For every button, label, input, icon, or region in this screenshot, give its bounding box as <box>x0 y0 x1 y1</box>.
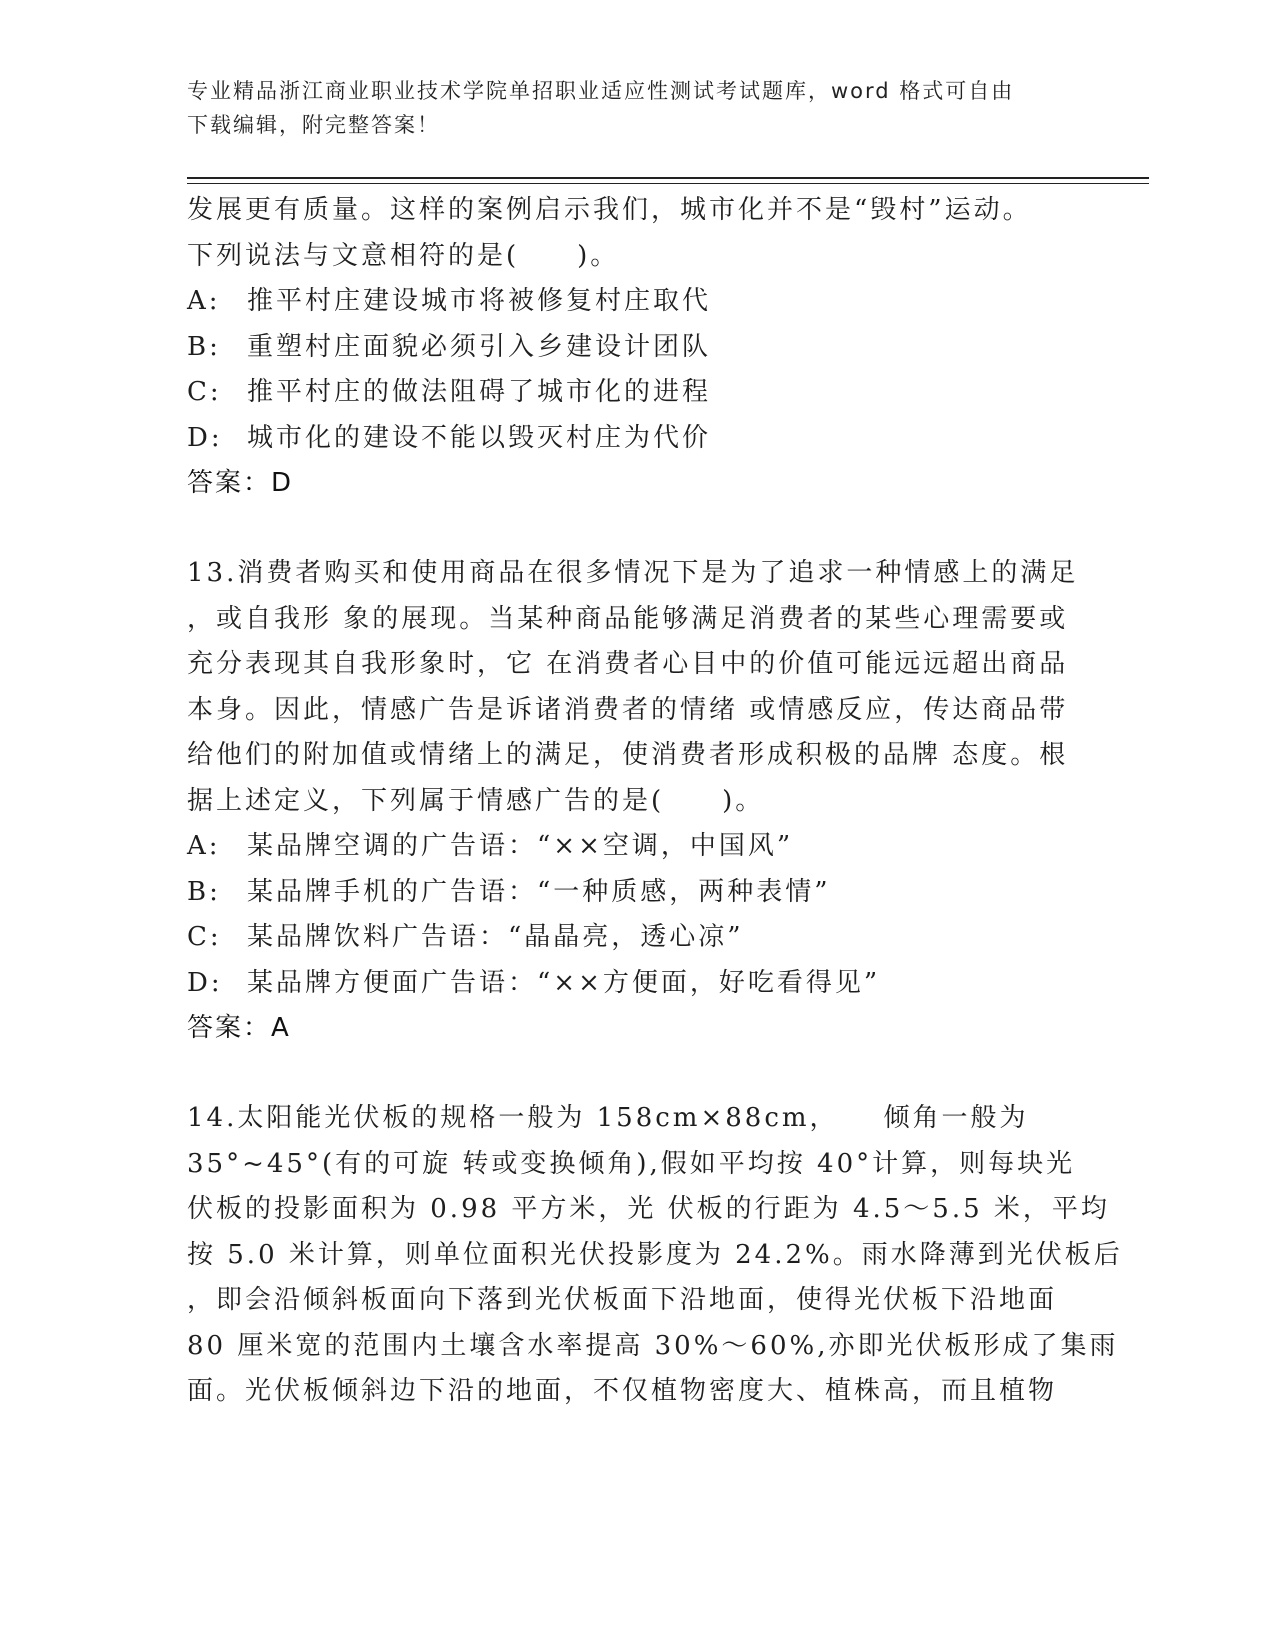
question-text-line: 充分表现其自我形象时，它 在消费者心目中的价值可能远远超出商品 <box>187 649 1069 679</box>
header-rule-thick <box>187 177 1149 179</box>
question-text-line: ，或自我形 象的展现。当某种商品能够满足消费者的某些心理需要或 <box>187 603 1069 634</box>
document-body <box>187 188 1123 1415</box>
question-14 <box>187 1096 1123 1415</box>
option-text: 城市化的建设不能以毁灭村庄为代价 <box>247 422 712 453</box>
option-d <box>187 416 1077 462</box>
header-line-1: 专业精品浙江商业职业技术学院单招职业适应性测试考试题库，word 格式可自由 <box>187 79 1015 103</box>
question-text-line: 面。光伏板倾斜边下沿的地面，不仅植物密度大、植株高，而且植物 <box>187 1376 1058 1406</box>
question-text-line: 80 厘米宽的范围内土壤含水率提高 30%～60%,亦即光伏板形成了集雨 <box>187 1330 1119 1361</box>
page-header <box>187 74 1067 142</box>
option-b <box>187 325 1077 371</box>
option-key: C: <box>187 922 222 952</box>
question-text-line: ，即会沿倾斜板面向下落到光伏板面下沿地面，使得光伏板下沿地面 <box>187 1285 1058 1315</box>
question-text-line: 给他们的附加值或情绪上的满足，使消费者形成积极的品牌 态度。根 <box>187 740 1069 770</box>
option-key: D: <box>187 967 223 998</box>
option-key: A: <box>187 286 221 316</box>
question-text-line: 伏板的投影面积为 0.98 平方米，光 伏板的行距为 4.5～5.5 米，平均 <box>187 1194 1110 1224</box>
option-text: 重塑村庄面貌必须引入乡建设计团队 <box>247 331 712 362</box>
option-key: B: <box>187 876 221 907</box>
option-text: 推平村庄建设城市将被修复村庄取代 <box>247 286 712 316</box>
option-text: 某品牌手机的广告语：“一种质感，两种表情” <box>247 876 831 907</box>
option-c <box>187 915 1077 961</box>
option-key: B: <box>187 331 221 362</box>
option-d <box>187 961 1077 1007</box>
option-a <box>187 824 1077 870</box>
question-text-line: 13.消费者购买和使用商品在很多情况下是为了追求一种情感上的满足 <box>187 558 1079 588</box>
question-text-line: 按 5.0 米计算，则单位面积光伏投影度为 24.2%。雨水降薄到光伏板后 <box>187 1239 1123 1270</box>
option-text: 推平村庄的做法阻碍了城市化的进程 <box>247 377 712 407</box>
question-text-line: 据上述定义，下列属于情感广告的是( )。 <box>187 785 765 816</box>
question-text-line: 35°~45°(有的可旋 转或变换倾角),假如平均按 40°计算，则每块光 <box>187 1148 1076 1179</box>
option-text: 某品牌空调的广告语：“××空调，中国风” <box>247 831 794 861</box>
answer-line: 答案：A <box>187 1013 291 1043</box>
option-text: 某品牌饮料广告语：“晶晶亮，透心凉” <box>247 922 744 952</box>
question-text-line: 下列说法与文意相符的是( )。 <box>187 240 620 271</box>
option-b <box>187 870 1077 916</box>
spacer <box>187 1051 1077 1096</box>
option-key: D: <box>187 422 223 453</box>
question-text-line: 发展更有质量。这样的案例启示我们，城市化并不是“毁村”运动。 <box>187 195 1032 225</box>
question-text-line: 14.太阳能光伏板的规格一般为 158cm×88cm， 倾角一般为 <box>187 1103 1029 1133</box>
option-a <box>187 279 1077 325</box>
header-rule-thin <box>187 183 1149 184</box>
question-text-line: 本身。因此，情感广告是诉诸消费者的情绪 或情感反应，传达商品带 <box>187 694 1069 725</box>
answer-line: 答案：D <box>187 468 294 498</box>
question-12 <box>187 188 1077 506</box>
option-key: A: <box>187 831 221 861</box>
header-line-2: 下载编辑，附完整答案！ <box>187 113 440 137</box>
option-key: C: <box>187 377 222 407</box>
option-text: 某品牌方便面广告语：“××方便面，好吃看得见” <box>247 967 881 998</box>
question-13 <box>187 551 1077 1051</box>
option-c <box>187 370 1077 416</box>
spacer <box>187 506 1077 551</box>
